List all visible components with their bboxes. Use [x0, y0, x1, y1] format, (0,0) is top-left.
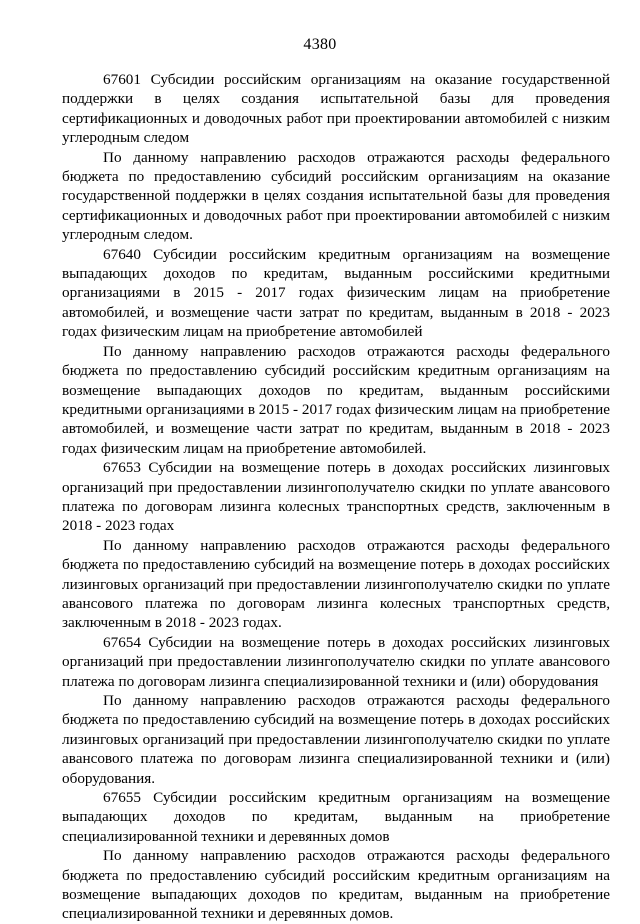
paragraph-67654-description: По данному направлению расходов отражаются расходы федерального бюджета по предоставлению субсидий на возмещение потерь в доходах российских лизинговых организаций при предоставлении лизингополучателю скидки по уплате авансового платежа по договорам лизинга специализированной техники и (или) оборудования.	[62, 692, 610, 787]
paragraph-67640-title: 67640 Субсидии российским кредитным организациям на возмещение выпадающих доходов по кредитам, выданным российскими кредитными организациями в 2015 - 2017 годах физическим лицам на приобретение автомобилей, и возмещение части затрат по кредитам, выданным в 2018 - 2023 годах физическим лицам на приобретение автомобилей	[62, 245, 610, 341]
paragraph-67655-title: 67655 Субсидии российским кредитным организациям на возмещение выпадающих доходов по кредитам, выданным на приобретение специализированной техники и деревянных домов	[62, 789, 610, 845]
paragraph-67654-title: 67654 Субсидии на возмещение потерь в доходах российских лизинговых организаций при предоставлении лизингополучателю скидки по уплате авансового платежа по договорам лизинга специализированной техники и (или) оборудования	[62, 633, 610, 690]
paragraph-67640-description: По данному направлению расходов отражаются расходы федерального бюджета по предоставлению субсидий российским кредитным организациям на возмещение выпадающих доходов по кредитам, выданным российскими кредитными организациями в 2015 - 2017 годах физическим лицам на приобретение автомобилей, и возмещение части затрат по кредитам, выданным в 2018 - 2023 годах физическим лицам на приобретение автомобилей.	[62, 342, 610, 457]
paragraph-67601-title: 67601 Субсидии российским организациям на оказание государственной поддержки в целях создания испытательной базы для проведения сертификационных и доводочных работ при проектировании автомобилей с низким углеродным следом	[62, 71, 610, 147]
paragraph-67601-description: По данному направлению расходов отражаются расходы федерального бюджета по предоставлению субсидий российским организациям на оказание государственной поддержки в целях создания испытательной базы для проведения сертификационных и доводочных работ при проектировании автомобилей с низким углеродным следом.	[62, 148, 610, 244]
paragraph-67653-description: По данному направлению расходов отражаются расходы федерального бюджета по предоставлению субсидий на возмещение потерь в доходах российских лизинговых организаций при предоставлении лизингополучателю скидки по уплате авансового платежа по договорам лизинга колесных транспортных средств, заключенным в 2018 - 2023 годах.	[62, 536, 610, 632]
page-number: 4380	[303, 36, 337, 53]
paragraph-67653-title: 67653 Субсидии на возмещение потерь в доходах российских лизинговых организаций при предоставлении лизингополучателю скидки по уплате авансового платежа по договорам лизинга колесных транспортных средств, заключенным в 2018 - 2023 годах	[62, 459, 610, 535]
document-body	[62, 70, 610, 924]
paragraph-67655-description: По данному направлению расходов отражаются расходы федерального бюджета по предоставлению субсидий российским кредитным организациям на возмещение выпадающих доходов по кредитам, выданным на приобретение специализированной техники и деревянных домов.	[62, 847, 610, 923]
